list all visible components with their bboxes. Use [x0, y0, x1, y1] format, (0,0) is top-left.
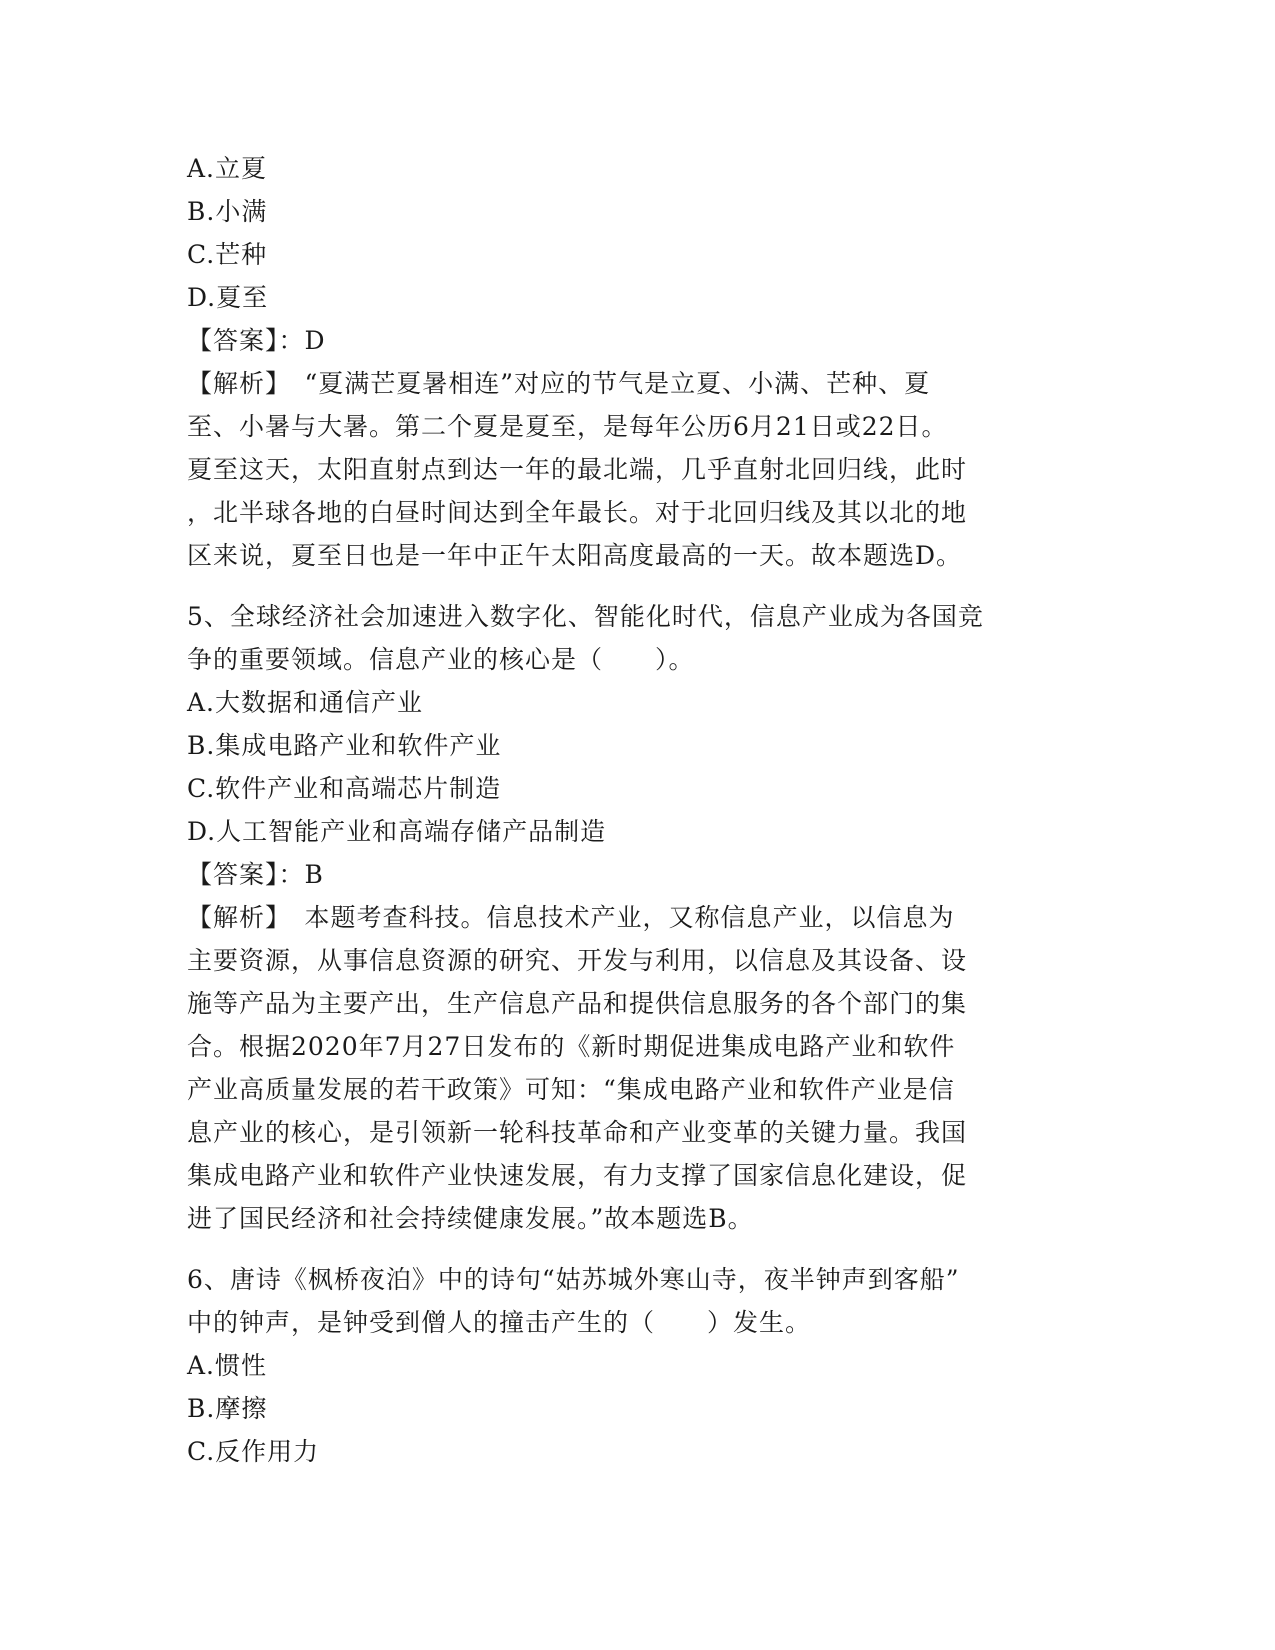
- option-b: B.小满: [187, 197, 268, 226]
- question-stem: 争的重要领域。信息产业的核心是（ ）。: [187, 645, 695, 674]
- question-stem: 6、唐诗《枫桥夜泊》中的诗句“姑苏城外寒山寺，夜半钟声到客船”: [187, 1265, 960, 1294]
- analysis-line: 合。根据2020年7月27日发布的《新时期促进集成电路产业和软件: [187, 1032, 956, 1061]
- spacer: [187, 1240, 1067, 1258]
- analysis-line: 息产业的核心，是引领新一轮科技革命和产业变革的关键力量。我国: [187, 1118, 968, 1147]
- question-stem: 5、全球经济社会加速进入数字化、智能化时代，信息产业成为各国竞: [187, 602, 984, 631]
- analysis-line: 【解析】 本题考查科技。信息技术产业，又称信息产业，以信息为: [187, 903, 955, 932]
- analysis-line: 施等产品为主要产出，生产信息产品和提供信息服务的各个部门的集: [187, 989, 968, 1018]
- question-4-block: [187, 147, 1067, 577]
- option-d: D.夏至: [187, 283, 269, 312]
- analysis-line: 【解析】 “夏满芒夏暑相连”对应的节气是立夏、小满、芒种、夏: [187, 369, 931, 398]
- option-b: B.摩擦: [187, 1394, 268, 1423]
- option-a: A.大数据和通信产业: [187, 688, 424, 717]
- option-c: C.反作用力: [187, 1437, 320, 1466]
- option-a: A.惯性: [187, 1351, 268, 1380]
- answer-line: 【答案】：B: [187, 860, 324, 889]
- question-stem: 中的钟声，是钟受到僧人的撞击产生的（ ）发生。: [187, 1308, 812, 1337]
- analysis-line: 主要资源，从事信息资源的研究、开发与利用，以信息及其设备、设: [187, 946, 968, 975]
- analysis-line: 至、小暑与大暑。第二个夏是夏至，是每年公历6月21日或22日。: [187, 412, 948, 441]
- analysis-line: 进了国民经济和社会持续健康发展。”故本题选B。: [187, 1204, 754, 1233]
- spacer: [187, 577, 1067, 595]
- question-5-block: [187, 595, 1067, 1240]
- analysis-line: ，北半球各地的白昼时间达到全年最长。对于北回归线及其以北的地: [187, 498, 968, 527]
- option-c: C.软件产业和高端芯片制造: [187, 774, 502, 803]
- analysis-line: 区来说，夏至日也是一年中正午太阳高度最高的一天。故本题选D。: [187, 541, 963, 570]
- analysis-line: 集成电路产业和软件产业快速发展，有力支撑了国家信息化建设，促: [187, 1161, 968, 1190]
- document-content: [187, 147, 1067, 1473]
- analysis-line: 产业高质量发展的若干政策》可知：“集成电路产业和软件产业是信: [187, 1075, 955, 1104]
- option-c: C.芒种: [187, 240, 268, 269]
- option-a: A.立夏: [187, 154, 268, 183]
- option-d: D.人工智能产业和高端存储产品制造: [187, 817, 607, 846]
- analysis-line: 夏至这天，太阳直射点到达一年的最北端，几乎直射北回归线，此时: [187, 455, 968, 484]
- question-6-block: [187, 1258, 1067, 1473]
- option-b: B.集成电路产业和软件产业: [187, 731, 502, 760]
- answer-line: 【答案】：D: [187, 326, 326, 355]
